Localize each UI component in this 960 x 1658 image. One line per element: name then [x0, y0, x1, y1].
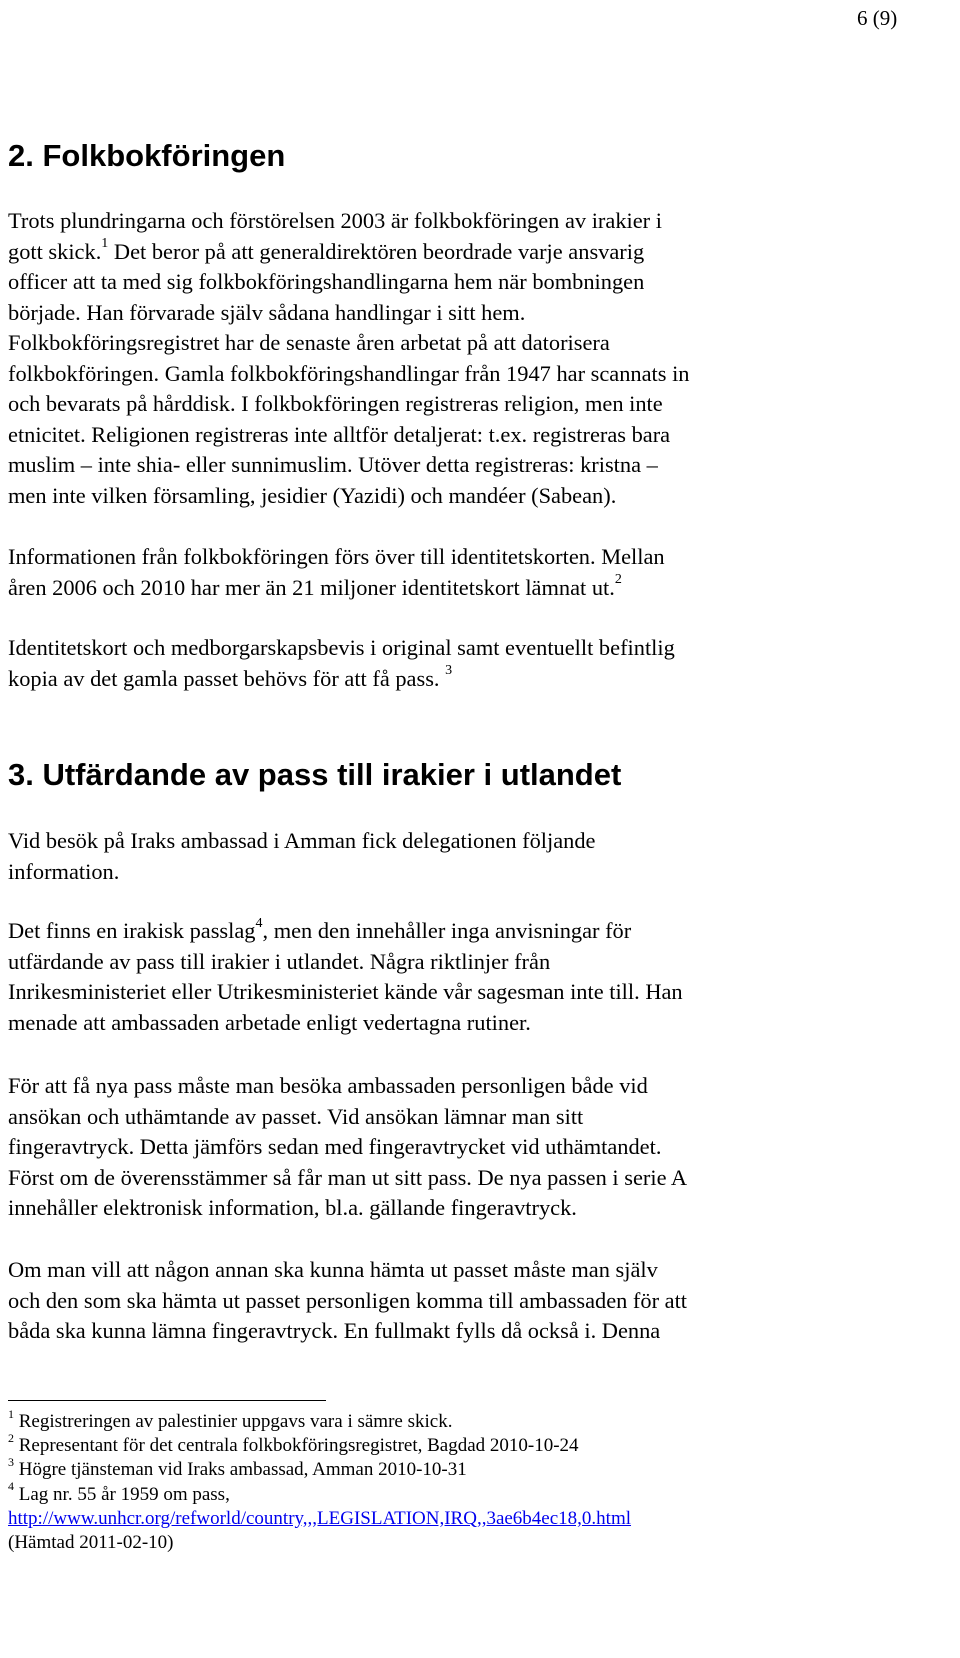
paragraph-passport-law — [8, 916, 888, 1038]
text-fragment: Det finns en irakisk passlag — [8, 918, 256, 943]
text-line: Först om de överensstämmer så får man ut sitt pass. De nya passen i serie A — [8, 1164, 688, 1190]
paragraph-embassy-visit — [8, 826, 888, 887]
text-line: menade att ambassaden arbetade enligt vedertagna rutiner. — [8, 1009, 531, 1035]
paragraph-new-passport-procedure — [8, 1071, 888, 1224]
text-line: båda ska kunna lämna fingeravtryck. En fullmakt fylls då också i. Denna — [8, 1318, 661, 1343]
paragraph-proxy-pickup — [8, 1255, 888, 1347]
footnote-number: 2 — [8, 1430, 14, 1445]
text-fragment: Det beror på att generaldirektören beordrade varje ansvarig — [108, 238, 645, 264]
text-line: utfärdande av pass till irakier i utlandet. Några riktlinjer från — [8, 948, 551, 974]
footnote-text: Högre tjänsteman vid Iraks ambassad, Amman 2010-10-31 — [14, 1459, 467, 1481]
text-line: Om man vill att någon annan ska kunna hämta ut passet måste man själv — [8, 1257, 658, 1282]
footnote-separator — [8, 1400, 326, 1401]
footnote-4-link-line — [8, 1507, 908, 1531]
text-line: folkbokföringen. Gamla folkbokföringshandlingar från 1947 har scannats in — [8, 360, 690, 386]
text-line: officer att ta med sig folkbokföringshandlingarna hem när bombningen — [8, 269, 645, 294]
footnote-2 — [8, 1430, 908, 1458]
footnote-number: 3 — [8, 1455, 14, 1470]
text-line: För att få nya pass måste man besöka ambassaden personligen både vid — [8, 1073, 648, 1098]
text-line: Folkbokföringsregistret har de senaste åren arbetat på att datorisera — [8, 330, 610, 355]
footnote-text: Representant för det centrala folkbokföringsregistret, Bagdad 2010-10-24 — [14, 1435, 579, 1457]
text-fragment: åren 2006 och 2010 har mer än 21 miljoner identitetskort lämnat ut. — [8, 574, 615, 600]
text-line — [8, 664, 888, 695]
footnote-3 — [8, 1455, 908, 1482]
section-heading-passport-abroad: 3. Utfärdande av pass till irakier i utlandet — [8, 757, 622, 792]
unhcr-legislation-link[interactable]: http://www.unhcr.org/refworld/country,,,LEGISLATION,IRQ,,3ae6b4ec18,0.html — [8, 1507, 632, 1529]
text-fragment: gott skick. — [8, 238, 102, 264]
text-fragment: kopia av det gamla passet behövs för att få pass. — [8, 665, 440, 691]
footnote-number: 4 — [8, 1479, 14, 1494]
footnote-text: Lag nr. 55 år 1959 om pass, — [14, 1483, 230, 1505]
text-line: etnicitet. Religionen registreras inte alltför detaljerat: t.ex. registreras bara — [8, 421, 671, 447]
text-line: och den som ska hämta ut passet personligen komma till ambassaden för att — [8, 1287, 688, 1313]
section-heading-folkbokforingen: 2. Folkbokföringen — [8, 138, 286, 173]
text-line — [8, 916, 888, 947]
text-line: innehåller elektronisk information, bl.a. gällande fingeravtryck. — [8, 1195, 577, 1220]
footnote-ref-2[interactable]: 2 — [614, 572, 622, 588]
footnote-1 — [8, 1406, 908, 1434]
text-line: Informationen från folkbokföringen förs över till identitetskorten. Mellan — [8, 544, 665, 569]
page-number: 6 (9) — [857, 6, 898, 30]
text-line — [8, 237, 888, 268]
footnote-ref-3[interactable]: 3 — [445, 663, 453, 679]
footnotes — [8, 1406, 908, 1555]
text-line: Identitetskort och medborgarskapsbevis i original samt eventuellt befintlig — [8, 635, 675, 660]
footnote-ref-1[interactable]: 1 — [101, 236, 109, 252]
text-line: Inrikesministeriet eller Utrikesministeriet kände vår sagesman inte till. Han — [8, 979, 683, 1004]
text-line: muslim – inte shia- eller sunnimuslim. Utöver detta registreras: kristna – — [8, 452, 658, 477]
footnote-ref-4[interactable]: 4 — [255, 915, 263, 931]
text-line: Vid besök på Iraks ambassad i Amman fick delegationen följande — [8, 828, 596, 853]
footnote-text: Registreringen av palestinier uppgavs vara i sämre skick. — [14, 1411, 453, 1432]
paragraph-identity-cards — [8, 542, 888, 603]
text-line — [8, 573, 888, 604]
footnote-4-retrieved: (Hämtad 2011-02-10) — [8, 1532, 174, 1554]
paragraph-passport-requirements — [8, 633, 888, 694]
text-line: men inte vilken församling, jesidier (Yazidi) och mandéer (Sabean). — [8, 482, 617, 508]
footnote-number: 1 — [8, 1406, 14, 1421]
text-line: började. Han förvarade själv sådana handlingar i sitt hem. — [8, 299, 526, 325]
text-line: information. — [8, 858, 120, 884]
paragraph-folkbokforing-status — [8, 206, 888, 511]
text-line: ansökan och uthämtande av passet. Vid ansökan lämnar man sitt — [8, 1103, 584, 1129]
footnote-4 — [8, 1479, 908, 1507]
text-line: fingeravtryck. Detta jämförs sedan med fingeravtrycket vid uthämtandet. — [8, 1134, 662, 1159]
text-line: och bevarats på hårddisk. I folkbokföringen registreras religion, men inte — [8, 391, 663, 416]
text-line: Trots plundringarna och förstörelsen 2003 är folkbokföringen av irakier i — [8, 208, 662, 233]
text-fragment: , men den innehåller inga anvisningar för — [262, 918, 632, 943]
